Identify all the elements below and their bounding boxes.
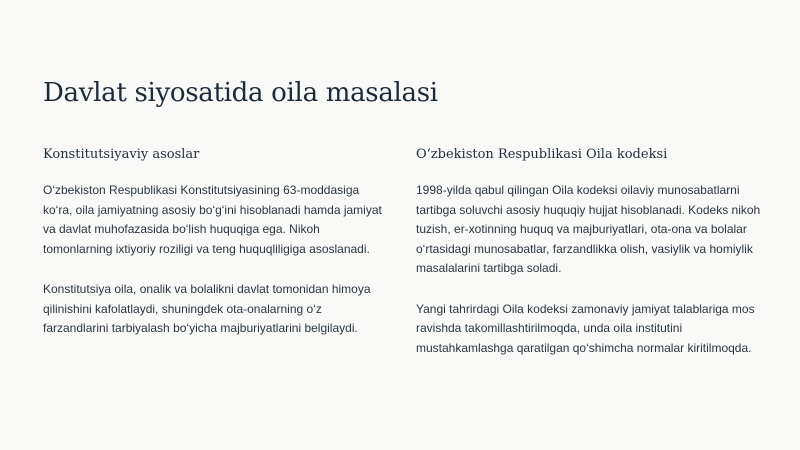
constitutional-basis-paragraph-2: Konstitutsiya oila, onalik va bolalikni davlat tomonidan himoya qilinishini kafolatlaydi, shuningdek ota-onalarning o‘z farzandlarini tarbiyalash bo‘yicha majburiyatlarini belgilaydi.: [43, 282, 371, 335]
family-code-column: [416, 147, 766, 358]
constitutional-basis-column: [43, 147, 388, 339]
family-code-paragraph-2: Yangi tahrirdagi Oila kodeksi zamonaviy jamiyat talablariga mos ravishda takomillashtirilmoqda, unda oila institutini mustahkamlashga qaratilgan qo‘shimcha normalar kiritilmoqda.: [416, 301, 755, 355]
constitutional-basis-paragraph-1: O‘zbekiston Respublikasi Konstitutsiyasining 63-moddasiga ko‘ra, oila jamiyatning asosiy bo‘g‘ini hisoblanadi hamda jamiyat va davlat muhofazasida bo‘lish huquqiga ega. Nikoh tomonlarning ixtiyoriy roziligi va teng huquqliligiga asoslanadi.: [43, 183, 382, 256]
family-code-heading: O‘zbekiston Respublikasi Oila kodeksi: [416, 147, 668, 162]
page-title: Davlat siyosatida oila masalasi: [43, 78, 438, 108]
family-code-paragraph-1: 1998-yilda qabul qilingan Oila kodeksi oilaviy munosabatlarni tartibga soluvchi asosiy huquqiy hujjat hisoblanadi. Kodeks nikoh tuzish, er-xotinning huquq va majburiyatlari, ota-ona va bolalar o‘rtasidagi munosabatlar, farzandlikka olish, vasiylik va homiylik masalalarini tartibga soladi.: [416, 183, 761, 275]
constitutional-basis-heading: Konstitutsiyaviy asoslar: [43, 147, 200, 162]
